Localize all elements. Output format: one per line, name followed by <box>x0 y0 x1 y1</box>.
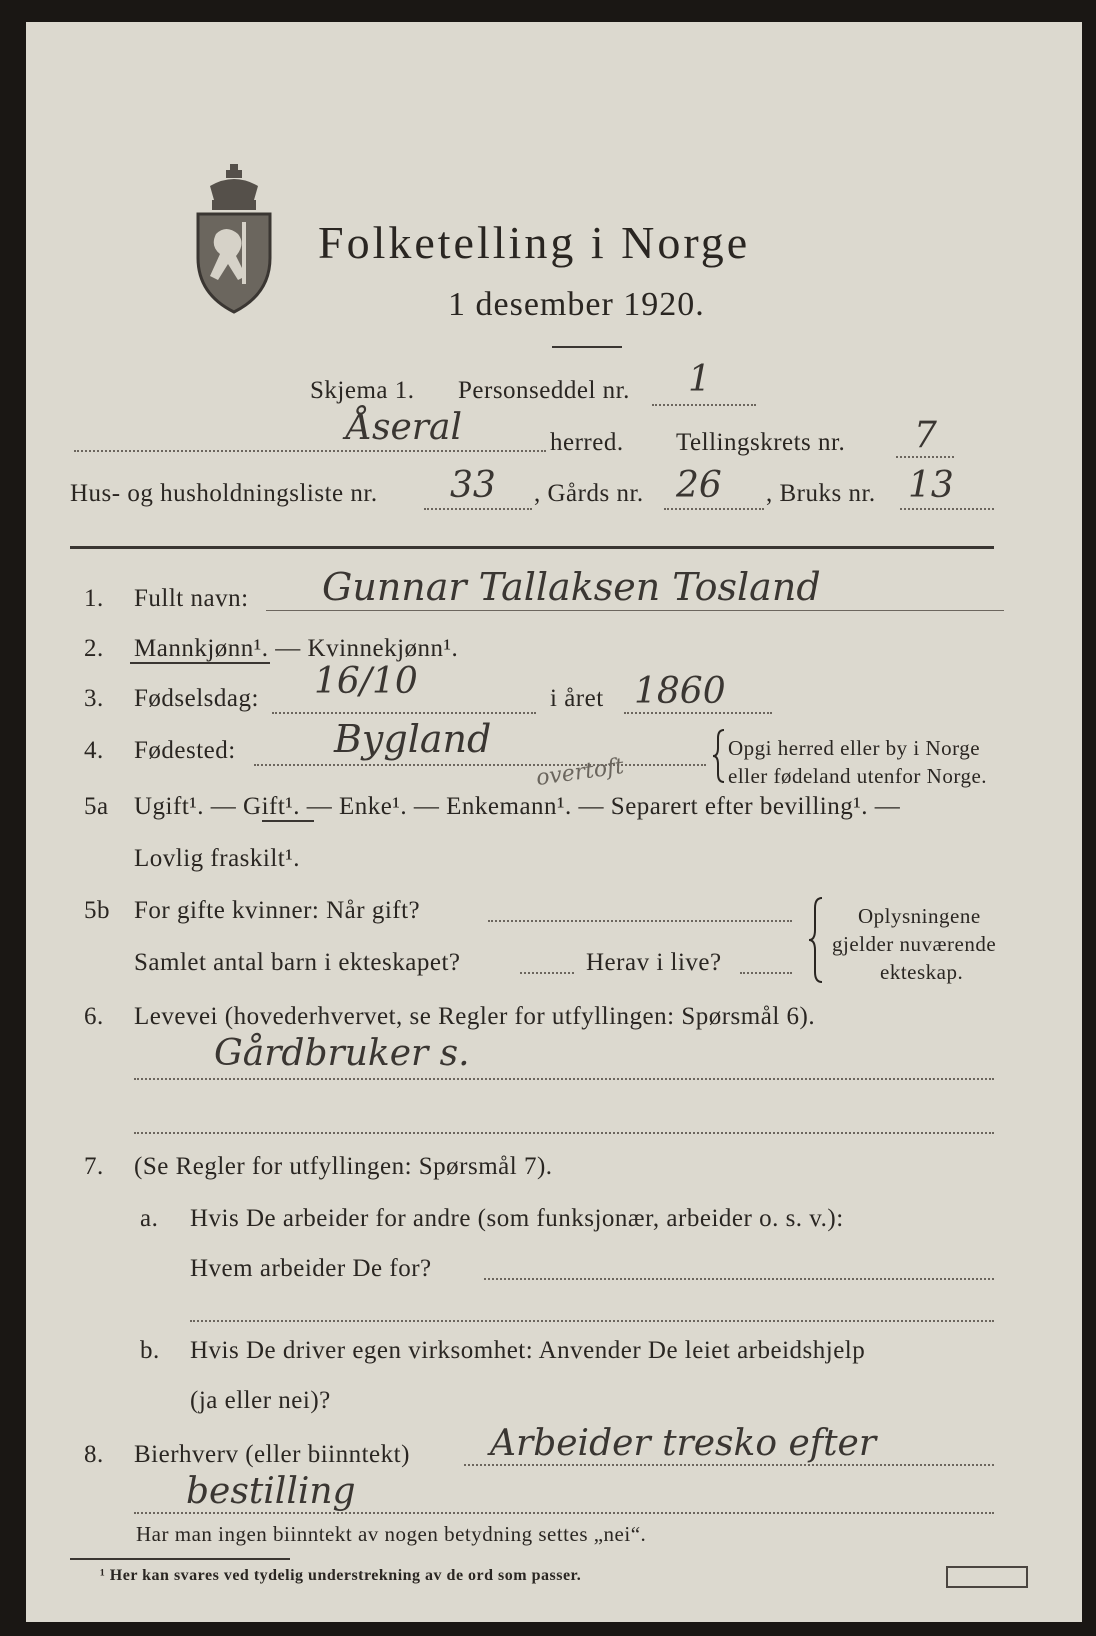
q3-year-value: 1860 <box>634 671 726 712</box>
footnote: ¹ Her kan svares ved tydelig understrekning av de ord som passer. <box>100 1567 582 1584</box>
q5b-note-line3: ekteskap. <box>880 960 964 984</box>
q5b-brace-icon <box>808 896 824 986</box>
q4-value: Bygland <box>334 717 492 761</box>
tellingskrets-value: 7 <box>914 415 937 456</box>
form-title: Folketelling i Norge <box>318 217 751 268</box>
personseddel-line <box>652 404 756 406</box>
q5a-line2: Lovlig fraskilt¹. <box>134 845 300 872</box>
q7a-line1: Hvis De arbeider for andre (som funksjonær, arbeider o. s. v.): <box>190 1205 844 1232</box>
q7b-line2: (ja eller nei)? <box>190 1387 331 1414</box>
printer-stamp <box>946 1566 1028 1588</box>
footnote-rule <box>70 1558 290 1560</box>
q8-value-line1: Arbeider tresko efter <box>490 1423 877 1464</box>
q6-number: 6. <box>84 1003 104 1030</box>
q7-number: 7. <box>84 1153 104 1180</box>
herred-label: herred. <box>550 429 624 456</box>
q5b-alive-label: Herav i live? <box>586 949 722 976</box>
q6-label: Levevei (hovederhvervet, se Regler for utfyllingen: Spørsmål 6). <box>134 1003 816 1030</box>
title-divider <box>552 346 622 348</box>
header-rule <box>70 546 994 549</box>
q2-mannkjonn-underline <box>130 662 270 664</box>
q5a-gift-underline <box>262 820 314 822</box>
gards-line <box>664 508 764 510</box>
q8-line1 <box>464 1464 994 1466</box>
q7b-letter: b. <box>140 1337 160 1364</box>
herred-value: Åseral <box>346 407 462 448</box>
q5b-children-line <box>520 972 574 974</box>
q4-brace-icon <box>712 728 726 784</box>
q3-date-value: 16/10 <box>314 661 418 702</box>
q6-line1 <box>134 1078 994 1080</box>
q3-year-label: i året <box>550 685 604 712</box>
norwegian-coat-of-arms-icon <box>192 164 276 316</box>
bruks-line <box>900 508 994 510</box>
personseddel-label: Personseddel nr. <box>458 377 630 404</box>
q6-value: Gårdbruker s. <box>214 1033 470 1074</box>
bruks-label: , Bruks nr. <box>766 480 876 507</box>
schema-label: Skjema 1. <box>310 377 415 404</box>
q4-note-line2: eller fødeland utenfor Norge. <box>728 764 988 788</box>
q1-number: 1. <box>84 585 104 612</box>
q7a-answer-line2 <box>190 1320 994 1322</box>
q4-line <box>254 764 706 766</box>
q5b-children-label: Samlet antal barn i ekteskapet? <box>134 949 461 976</box>
q4-number: 4. <box>84 737 104 764</box>
q8-note: Har man ingen biinntekt av nogen betydning settes „nei“. <box>136 1522 647 1546</box>
q5b-line1: For gifte kvinner: Når gift? <box>134 897 421 924</box>
tellingskrets-line <box>896 456 954 458</box>
gards-value: 26 <box>676 465 722 506</box>
census-date: 1 desember 1920. <box>448 286 705 323</box>
q5b-married-line <box>488 920 792 922</box>
gards-label: , Gårds nr. <box>534 480 644 507</box>
herred-line <box>74 450 546 452</box>
q4-note-line1: Opgi herred eller by i Norge <box>728 736 981 760</box>
tellingskrets-label: Tellingskrets nr. <box>676 429 846 456</box>
q7a-line2: Hvem arbeider De for? <box>190 1255 432 1282</box>
husliste-line <box>424 508 532 510</box>
personseddel-value: 1 <box>688 359 711 400</box>
q8-number: 8. <box>84 1441 104 1468</box>
husliste-label: Hus- og husholdningsliste nr. <box>70 480 378 507</box>
q3-number: 3. <box>84 685 104 712</box>
bruks-value: 13 <box>908 465 954 506</box>
q2-number: 2. <box>84 635 104 662</box>
husliste-value: 33 <box>450 465 496 506</box>
q7-label: (Se Regler for utfyllingen: Spørsmål 7). <box>134 1153 553 1180</box>
q3-date-line <box>272 712 536 714</box>
q5b-note-line1: Oplysningene <box>858 904 981 928</box>
q3-year-line <box>624 712 772 714</box>
q5b-note-line2: gjelder nuværende <box>832 932 997 956</box>
q6-line2 <box>134 1132 994 1134</box>
q8-label: Bierhverv (eller biinntekt) <box>134 1441 410 1468</box>
q4-label: Fødested: <box>134 737 236 764</box>
q5b-alive-line <box>740 972 792 974</box>
q5a-line1: Ugift¹. — Gift¹. — Enke¹. — Enkemann¹. — Separert efter bevilling¹. — <box>134 793 901 820</box>
q8-value-line2: bestilling <box>186 1471 356 1512</box>
q5b-number: 5b <box>84 897 110 924</box>
q3-label: Fødselsdag: <box>134 685 259 712</box>
q1-line <box>266 610 1004 611</box>
q2-label: Mannkjønn¹. — Kvinnekjønn¹. <box>134 635 459 662</box>
q7a-letter: a. <box>140 1205 159 1232</box>
q7b-line1: Hvis De driver egen virksomhet: Anvender De leiet arbeidshjelp <box>190 1337 866 1364</box>
q5a-number: 5a <box>84 793 109 820</box>
q5a-overwrite: overtoft <box>534 753 626 792</box>
q7a-answer-line1 <box>484 1278 994 1280</box>
q8-line2 <box>134 1512 994 1514</box>
q1-value: Gunnar Tallaksen Tosland <box>322 565 821 609</box>
q1-label: Fullt navn: <box>134 585 249 612</box>
